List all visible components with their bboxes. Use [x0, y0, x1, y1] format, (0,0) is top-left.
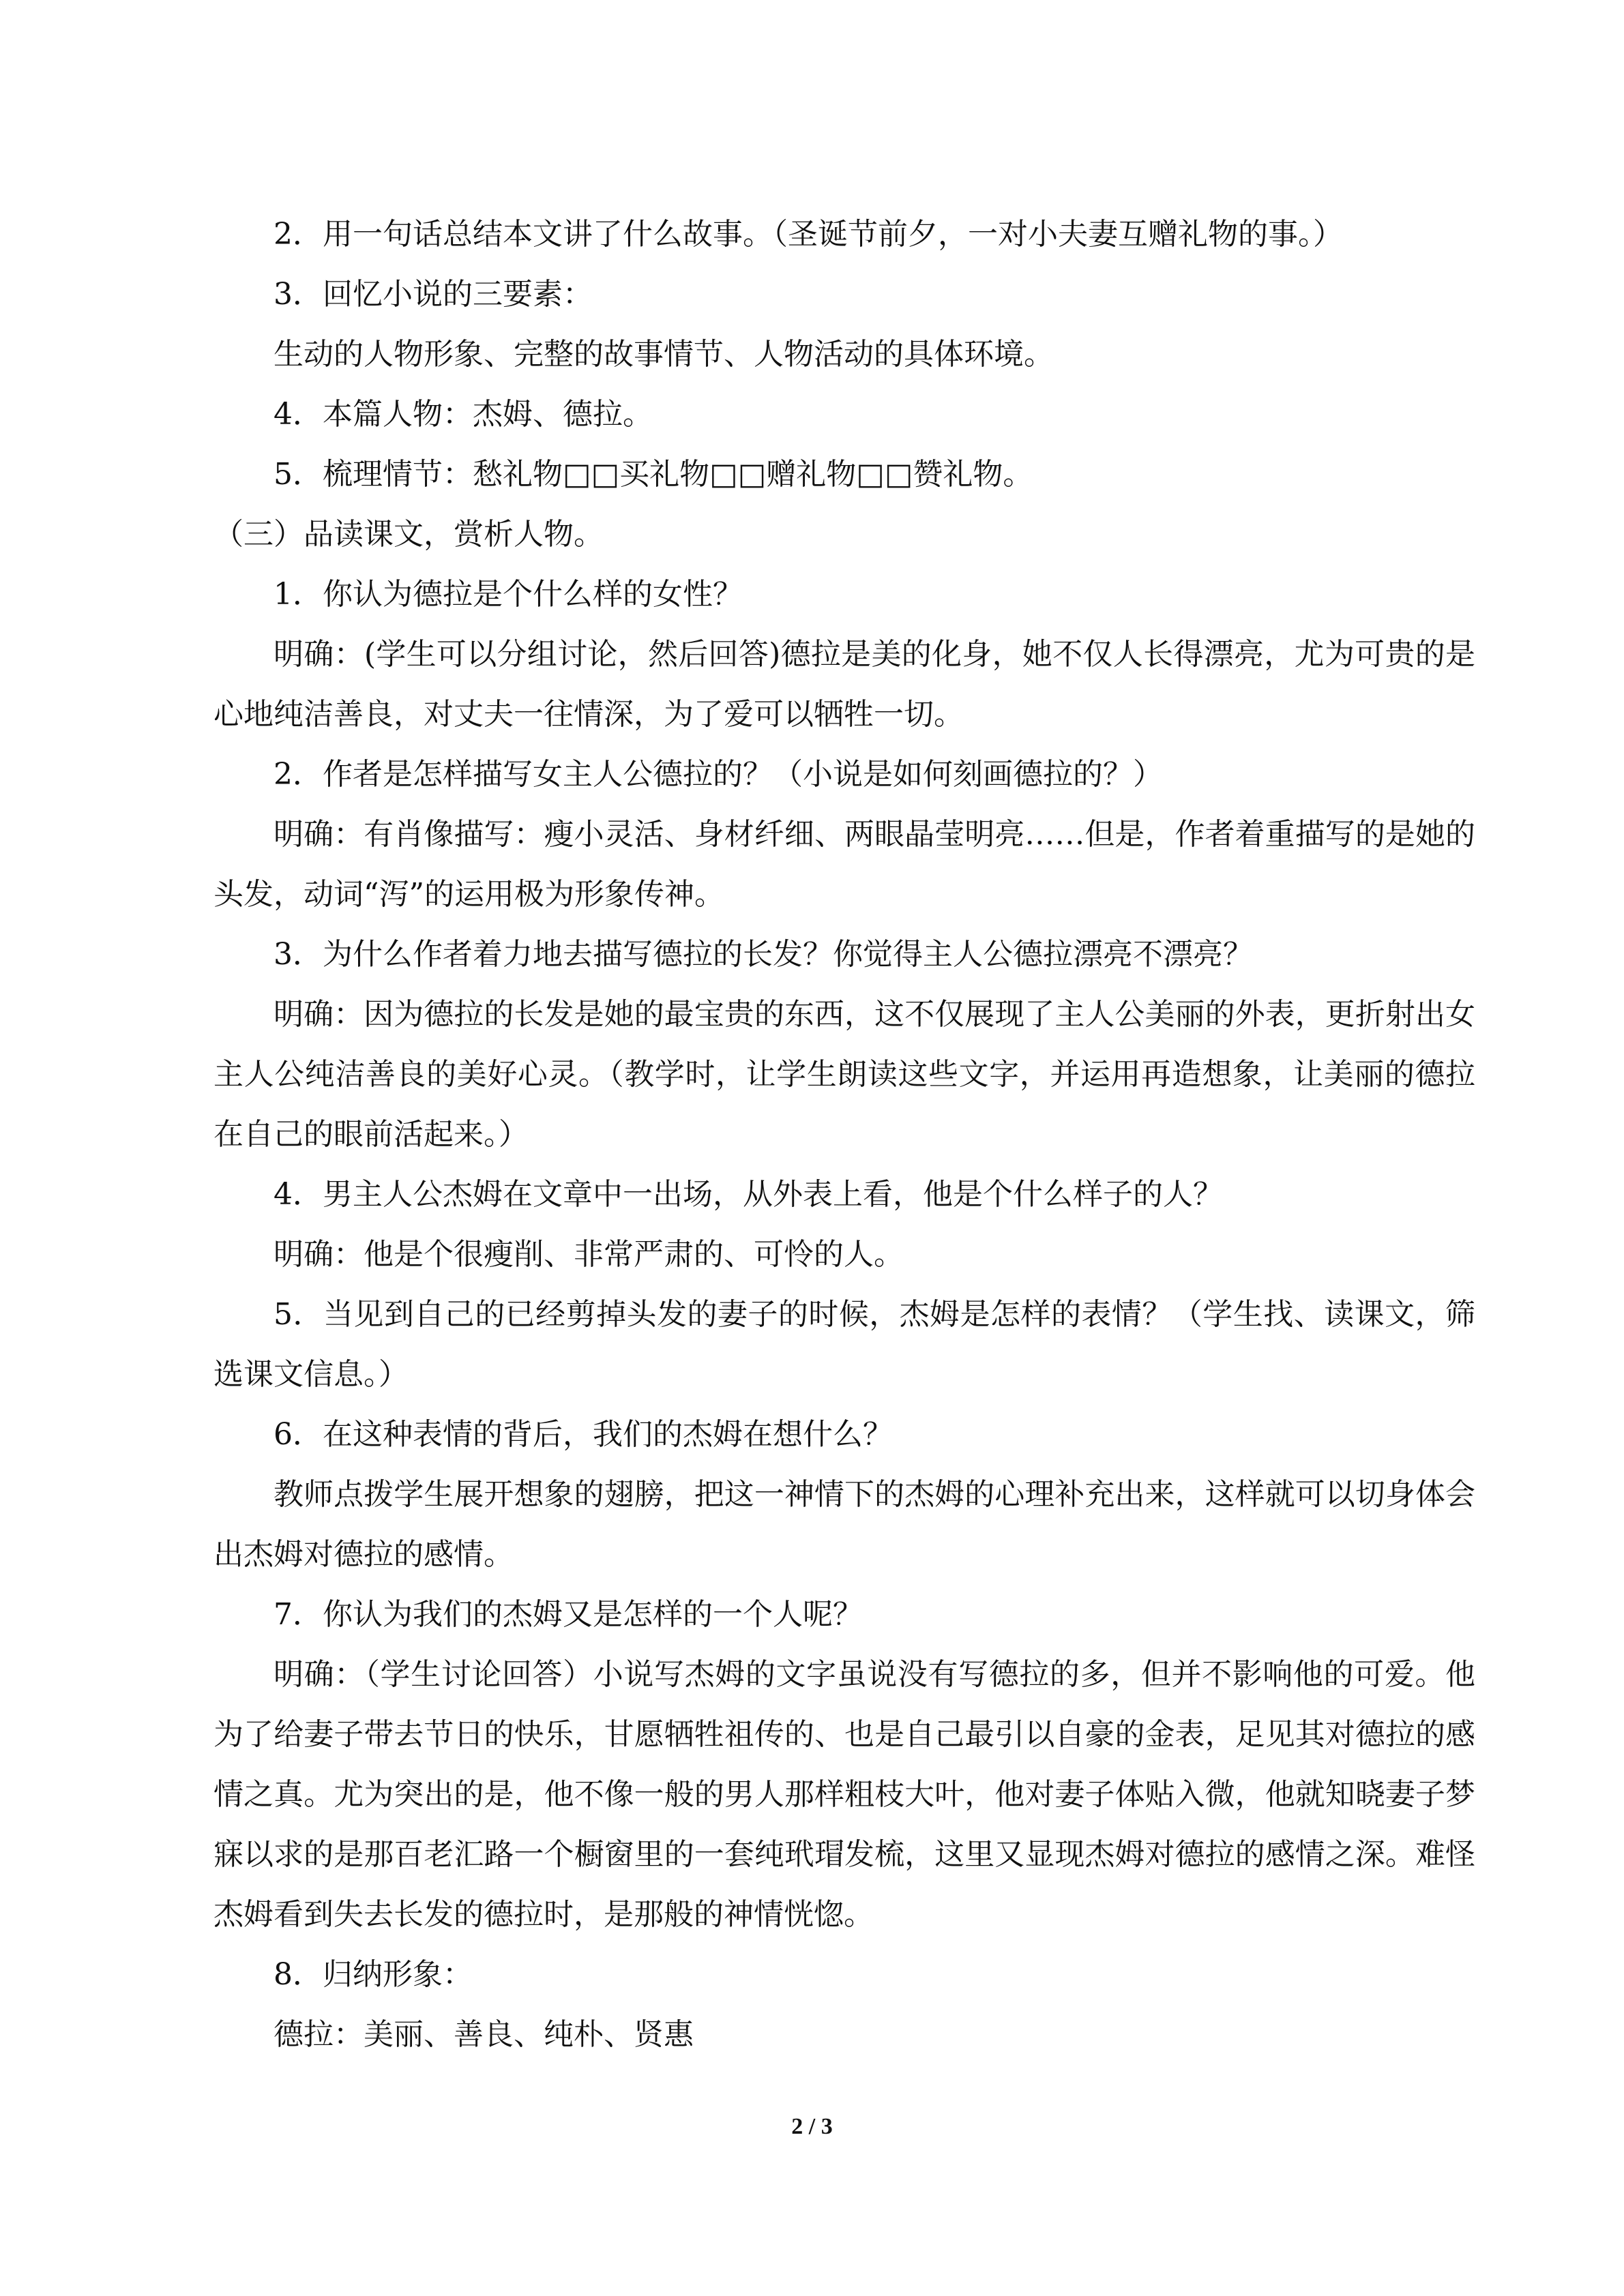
paragraph-answer-1: 明确：(学生可以分组讨论，然后回答)德拉是美的化身，她不仅人长得漂亮，尤为可贵的是心地纯洁善良，对丈夫一往情深，为了爱可以牺牲一切。: [213, 637, 1475, 732]
paragraph-question-6: 6．在这种表情的背后，我们的杰姆在想什么？: [274, 1417, 893, 1452]
paragraph-summary-images-heading: 8．归纳形象：: [274, 1957, 473, 1992]
paragraph-answer-7: 明确：（学生讨论回答）小说写杰姆的文字虽说没有写德拉的多，但并不影响他的可爱。他为了给妻子带去节日的快乐，甘愿牺牲祖传的、也是自己最引以自豪的金表，足见其对德拉的感情之真。尤为突出的是，他不像一般的男人那样粗枝大叶，他对妻子体贴入微，他就知晓妻子梦寐以求的是那百老汇路一个橱窗里的一套纯玳瑁发梳，这里又显现杰姆对德拉的感情之深。难怪杰姆看到失去长发的德拉时，是那般的神情恍惚。: [213, 1657, 1475, 1932]
section-heading-character-analysis: （三）品读课文，赏析人物。: [213, 517, 604, 552]
paragraph-three-elements-heading: 3．回忆小说的三要素：: [274, 277, 593, 312]
paragraph-della-traits: 德拉：美丽、善良、纯朴、贤惠: [274, 2017, 694, 2052]
paragraph-plot-outline: 5．梳理情节：愁礼物□□买礼物□□赠礼物□□赞礼物。: [274, 457, 1033, 492]
paragraph-question-1: 1．你认为德拉是个什么样的女性？: [274, 577, 743, 612]
paragraph-summary-question: 2．用一句话总结本文讲了什么故事。（圣诞节前夕，一对小夫妻互赠礼物的事。）: [274, 217, 1343, 252]
paragraph-question-4: 4．男主人公杰姆在文章中一出场，从外表上看，他是个什么样子的人？: [274, 1177, 1223, 1212]
paragraph-question-5: 5．当见到自己的已经剪掉头发的妻子的时候，杰姆是怎样的表情？（学生找、读课文，筛选课文信息。）: [213, 1297, 1475, 1392]
paragraph-answer-3: 明确：因为德拉的长发是她的最宝贵的东西，这不仅展现了主人公美丽的外表，更折射出女主人公纯洁善良的美好心灵。（教学时，让学生朗读这些文字，并运用再造想象，让美丽的德拉在自己的眼前活起来。）: [213, 997, 1475, 1152]
paragraph-characters: 4．本篇人物：杰姆、德拉。: [274, 397, 653, 432]
paragraph-question-7: 7．你认为我们的杰姆又是怎样的一个人呢？: [274, 1597, 863, 1632]
paragraph-question-2: 2．作者是怎样描写女主人公德拉的？（小说是如何刻画德拉的？）: [274, 757, 1163, 792]
page-number: 2 / 3: [791, 2114, 833, 2139]
document-body: [213, 205, 1475, 2065]
paragraph-answer-2: 明确：有肖像描写：瘦小灵活、身材纤细、两眼晶莹明亮……但是，作者着重描写的是她的头发，动词“泻”的运用极为形象传神。: [213, 817, 1475, 912]
paragraph-teacher-guidance: 教师点拨学生展开想象的翅膀，把这一神情下的杰姆的心理补充出来，这样就可以切身体会出杰姆对德拉的感情。: [213, 1477, 1475, 1572]
paragraph-question-3: 3．为什么作者着力地去描写德拉的长发？你觉得主人公德拉漂亮不漂亮？: [274, 937, 1253, 972]
paragraph-answer-4: 明确：他是个很瘦削、非常严肃的、可怜的人。: [274, 1237, 904, 1272]
paragraph-three-elements: 生动的人物形象、完整的故事情节、人物活动的具体环境。: [274, 337, 1054, 372]
